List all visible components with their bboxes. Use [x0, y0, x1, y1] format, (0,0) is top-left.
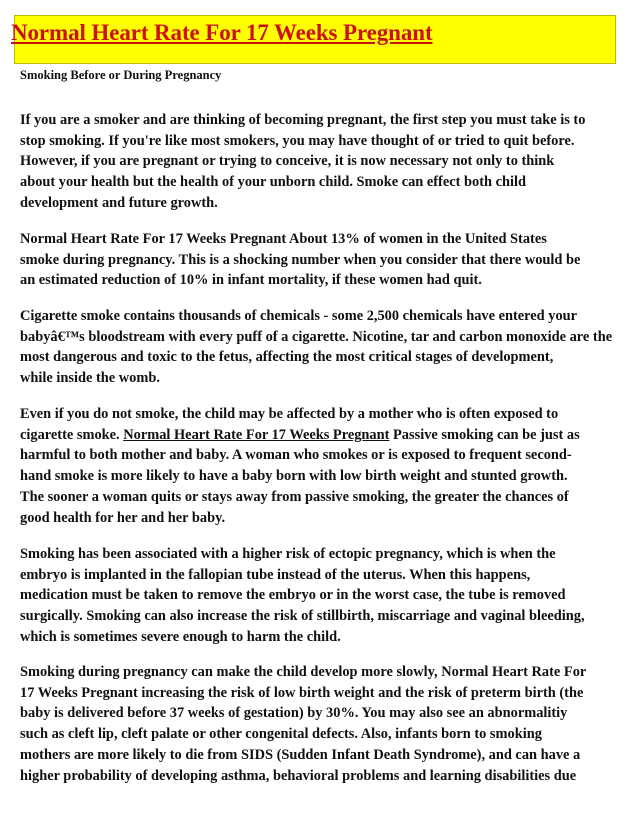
- page-title: Normal Heart Rate For 17 Weeks Pregnant: [11, 20, 433, 45]
- paragraph-line: which is sometimes severe enough to harm the child.: [20, 628, 341, 645]
- paragraph-line: Even if you do not smoke, the child may be affected by a mother who is often exposed to: [20, 406, 559, 422]
- paragraph-line: hand smoke is more likely to have a baby born with low birth weight and stunted growth.: [20, 468, 568, 485]
- paragraph-line: such as cleft lip, cleft palate or other congenital defects. Also, infants born to smoking: [20, 726, 542, 743]
- paragraph-line: However, if you are pregnant or trying to conceive, it is now necessary not only to think: [20, 153, 555, 170]
- paragraph-line: good health for her and her baby.: [20, 509, 226, 526]
- paragraph-line: If you are a smoker and are thinking of becoming pregnant, the first step you must take is to: [20, 112, 586, 128]
- paragraph-line: Cigarette smoke contains thousands of chemicals - some 2,500 chemicals have entered your: [20, 308, 578, 324]
- paragraph-line: higher probability of developing asthma, behavioral problems and learning disabilities due: [20, 767, 577, 784]
- paragraph-line: stop smoking. If you're like most smokers, you may have thought of or tried to quit before.: [20, 132, 575, 149]
- paragraph-text: cigarette smoke.: [20, 426, 124, 443]
- paragraph-line: surgically. Smoking can also increase the risk of stillbirth, miscarriage and vaginal bleeding,: [20, 608, 585, 625]
- paragraph-line: embryo is implanted in the fallopian tube instead of the uterus. When this happens,: [20, 566, 531, 583]
- paragraph-4: [20, 404, 638, 528]
- paragraph-line: development and future growth.: [20, 194, 218, 211]
- paragraph-2: [20, 229, 638, 291]
- paragraph-line: while inside the womb.: [20, 370, 160, 387]
- paragraph-6: [20, 662, 638, 786]
- paragraph-line: about your health but the health of your unborn child. Smoke can effect both child: [20, 174, 526, 191]
- paragraph-line: smoke during pregnancy. This is a shocking number when you consider that there would be: [20, 251, 581, 268]
- paragraph-line: mothers are more likely to die from SIDS (Sudden Infant Death Syndrome), and can have a: [20, 746, 581, 763]
- paragraph-line: baby is delivered before 37 weeks of gestation) by 30%. You may also see an abnormalitiy: [20, 705, 568, 722]
- paragraph-line: Smoking has been associated with a higher risk of ectopic pregnancy, which is when the: [20, 546, 556, 562]
- paragraph-line: Normal Heart Rate For 17 Weeks Pregnant About 13% of women in the United States: [20, 231, 547, 247]
- paragraph-line: [20, 425, 638, 446]
- paragraph-text: Passive smoking can be just as: [389, 426, 580, 443]
- paragraph-line: harmful to both mother and baby. A woman who smokes or is exposed to frequent second-: [20, 447, 572, 464]
- paragraph-1: [20, 110, 638, 214]
- paragraph-3: [20, 306, 638, 389]
- paragraph-line: most dangerous and toxic to the fetus, affecting the most critical stages of development,: [20, 349, 554, 366]
- page-subtitle: Smoking Before or During Pregnancy: [20, 68, 222, 82]
- paragraph-line: Smoking during pregnancy can make the child develop more slowly, Normal Heart Rate For: [20, 664, 587, 680]
- paragraph-5: [20, 544, 638, 648]
- paragraph-line: babyâ€™s bloodstream with every puff of a cigarette. Nicotine, tar and carbon monoxide are the: [20, 328, 613, 345]
- article-link[interactable]: Normal Heart Rate For 17 Weeks Pregnant: [123, 426, 390, 443]
- paragraph-line: The sooner a woman quits or stays away from passive smoking, the greater the chances of: [20, 488, 569, 505]
- paragraph-line: 17 Weeks Pregnant increasing the risk of low birth weight and the risk of preterm birth (the: [20, 684, 584, 701]
- paragraph-line: an estimated reduction of 10% in infant mortality, if these women had quit.: [20, 272, 482, 289]
- paragraph-line: medication must be taken to remove the embryo or in the worst case, the tube is removed: [20, 587, 566, 604]
